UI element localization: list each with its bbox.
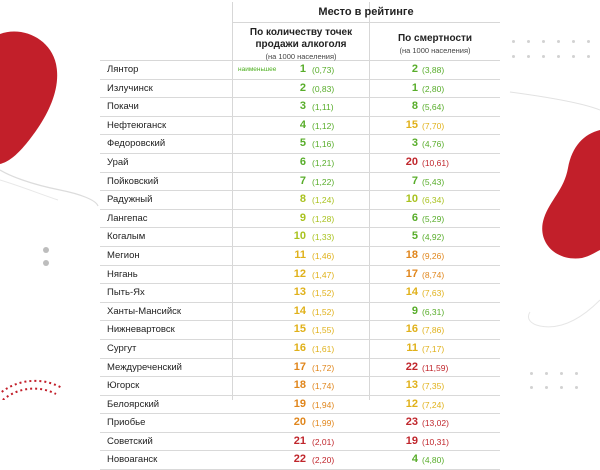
- mortality-value: (2,80): [422, 83, 445, 94]
- table-row: [100, 303, 500, 322]
- mortality-rank: 3: [411, 137, 418, 150]
- alcohol-rank: 19: [293, 397, 306, 410]
- mortality-value: (5,29): [422, 213, 445, 224]
- city-name: Ханты-Мансийск: [107, 305, 182, 317]
- alcohol-value: (1,24): [312, 195, 335, 206]
- alcohol-rank: 1: [299, 63, 306, 75]
- alcohol-rank: 8: [299, 193, 306, 206]
- mortality-value: (5,64): [422, 102, 445, 113]
- alcohol-rank: 7: [299, 174, 306, 187]
- alcohol-value: (1,47): [312, 269, 335, 280]
- table-row: [100, 247, 500, 266]
- mortality-rank: 5: [411, 230, 418, 243]
- alcohol-column-header: [234, 27, 368, 63]
- table-row: [100, 396, 500, 415]
- table-row: [100, 210, 500, 229]
- table-row: [100, 173, 500, 192]
- city-name: Междуреченский: [107, 361, 182, 373]
- mortality-value: (13,02): [422, 418, 449, 429]
- alcohol-rank: 16: [293, 341, 306, 354]
- alcohol-rank: 9: [299, 211, 306, 224]
- alcohol-rank: 17: [293, 360, 306, 373]
- alcohol-value: (1,28): [312, 213, 335, 224]
- mortality-column-title: По смертности: [397, 33, 473, 44]
- mortality-rank: 19: [405, 434, 418, 447]
- table-row: [100, 433, 500, 452]
- mortality-value: (7,24): [422, 399, 445, 410]
- mortality-value: (10,31): [422, 436, 449, 447]
- mortality-value: (11,59): [422, 362, 449, 373]
- alcohol-rank: 2: [299, 81, 306, 94]
- city-name: Лянтор: [107, 64, 139, 75]
- mortality-column-subtitle: (на 1000 населения): [399, 46, 471, 55]
- mortality-value: (4,76): [422, 139, 445, 150]
- table-row: [100, 191, 500, 210]
- city-name: Нефтеюганск: [107, 119, 167, 131]
- mortality-rank: 20: [405, 155, 418, 168]
- table-row: [100, 377, 500, 396]
- table-row: [100, 451, 500, 470]
- city-name: Урай: [107, 156, 129, 168]
- alcohol-rank: 4: [299, 118, 306, 131]
- alcohol-value: (2,20): [312, 455, 335, 466]
- mortality-value: (7,70): [422, 120, 445, 131]
- mortality-rank: 10: [405, 193, 418, 206]
- mortality-rank: 14: [405, 286, 418, 299]
- table-row: [100, 359, 500, 378]
- alcohol-value: (0,73): [312, 65, 335, 75]
- rating-table: [100, 61, 500, 470]
- alcohol-rank: 12: [293, 267, 306, 280]
- alcohol-rank: 3: [299, 100, 306, 113]
- alcohol-rank: 15: [293, 323, 306, 336]
- lowest-note: наименьшее: [238, 66, 277, 73]
- mortality-rank: 13: [405, 379, 418, 392]
- mortality-value: (3,88): [422, 65, 445, 75]
- alcohol-value: (1,94): [312, 399, 335, 410]
- alcohol-value: (1,46): [312, 250, 335, 261]
- alcohol-rank: 14: [293, 304, 306, 317]
- mortality-rank: 17: [405, 267, 418, 280]
- mortality-value: (10,61): [422, 157, 449, 168]
- mortality-rank: 22: [405, 360, 418, 373]
- mortality-rank: 16: [405, 323, 418, 336]
- mortality-rank: 8: [411, 100, 418, 113]
- city-name: Белоярский: [107, 398, 160, 410]
- mortality-value: (7,35): [422, 381, 445, 392]
- red-blob-left: [0, 0, 100, 400]
- mortality-rank: 23: [405, 416, 418, 429]
- city-name: Излучинск: [107, 82, 153, 94]
- alcohol-column-subtitle: (на 1000 населения): [265, 52, 337, 61]
- mortality-value: (4,80): [422, 455, 445, 466]
- alcohol-value: (1,16): [312, 139, 335, 150]
- alcohol-value: (1,33): [312, 232, 335, 243]
- table-row: [100, 414, 500, 433]
- alcohol-value: (1,11): [312, 102, 334, 113]
- city-name: Сургут: [107, 342, 137, 354]
- alcohol-rank: 20: [293, 416, 306, 429]
- city-name: Пойковский: [107, 175, 159, 187]
- mortality-value: (5,43): [422, 176, 445, 187]
- city-name: Федоровский: [107, 138, 166, 150]
- alcohol-rank: 10: [293, 230, 306, 243]
- alcohol-value: (2,01): [312, 436, 335, 447]
- mortality-rank: 12: [405, 397, 418, 410]
- alcohol-value: (1,21): [312, 157, 335, 168]
- alcohol-rank: 5: [299, 137, 306, 150]
- mortality-rank: 9: [411, 304, 418, 317]
- rating-header: Место в рейтинге: [318, 6, 414, 18]
- mortality-rank: 11: [406, 341, 418, 354]
- table-row: [100, 284, 500, 303]
- alcohol-rank: 21: [293, 434, 306, 447]
- city-name: Мегион: [107, 249, 140, 261]
- alcohol-value: (1,52): [312, 306, 335, 317]
- city-name: Югорск: [107, 380, 140, 392]
- city-name: Нягань: [107, 268, 138, 280]
- alcohol-value: (1,12): [312, 120, 335, 131]
- alcohol-rank: 18: [293, 379, 306, 392]
- mortality-rank: 15: [405, 118, 418, 131]
- table-row: [100, 80, 500, 99]
- mortality-rank: 6: [411, 211, 418, 224]
- city-name: Пыть-Ях: [107, 287, 145, 299]
- table-row: [100, 135, 500, 154]
- alcohol-rank: 11: [294, 248, 306, 261]
- mortality-value: (7,63): [422, 288, 445, 299]
- table-row: [100, 154, 500, 173]
- mortality-value: (6,31): [422, 306, 445, 317]
- alcohol-value: (1,55): [312, 325, 335, 336]
- alcohol-value: (1,74): [312, 381, 335, 392]
- city-name: Новоаганск: [107, 454, 158, 466]
- mortality-rank: 4: [411, 453, 418, 466]
- red-ring-decoration: [0, 360, 80, 400]
- table-row: [100, 321, 500, 340]
- mortality-rank: 1: [411, 81, 418, 94]
- alcohol-value: (1,22): [312, 176, 335, 187]
- table-row: [100, 266, 500, 285]
- city-name: Когалым: [107, 231, 146, 243]
- dot-grid-decoration: [512, 40, 592, 80]
- table-row: [100, 340, 500, 359]
- alcohol-rank: 13: [293, 286, 306, 299]
- city-name: Покачи: [107, 101, 139, 113]
- mortality-value: (8,74): [422, 269, 445, 280]
- mortality-value: (4,92): [422, 232, 445, 243]
- city-name: Радужный: [107, 194, 153, 206]
- table-row: [100, 61, 500, 80]
- header-divider: [232, 22, 500, 23]
- table-row: [100, 98, 500, 117]
- table-row: [100, 228, 500, 247]
- mortality-rank: 2: [411, 63, 418, 75]
- mortality-column-header: [371, 33, 499, 57]
- mortality-value: (7,17): [422, 343, 445, 354]
- alcohol-value: (1,61): [312, 343, 335, 354]
- mortality-value: (9,26): [422, 250, 445, 261]
- city-name: Приобье: [107, 417, 146, 429]
- city-name: Советский: [107, 435, 153, 447]
- alcohol-rank: 22: [293, 453, 306, 466]
- mortality-rank: 18: [405, 248, 418, 261]
- mortality-value: (7,86): [422, 325, 445, 336]
- alcohol-value: (0,83): [312, 83, 335, 94]
- alcohol-value: (1,52): [312, 288, 335, 299]
- city-name: Нижневартовск: [107, 324, 175, 336]
- alcohol-rank: 6: [299, 155, 306, 168]
- mortality-value: (6,34): [422, 195, 445, 206]
- alcohol-column-title: По количеству точек продажи алкоголя: [249, 27, 353, 50]
- mortality-rank: 7: [411, 174, 418, 187]
- table-row: [100, 117, 500, 136]
- alcohol-value: (1,72): [312, 362, 335, 373]
- alcohol-value: (1,99): [312, 418, 335, 429]
- city-name: Лангепас: [107, 212, 148, 224]
- dot-grid-decoration-bottom: [530, 372, 590, 396]
